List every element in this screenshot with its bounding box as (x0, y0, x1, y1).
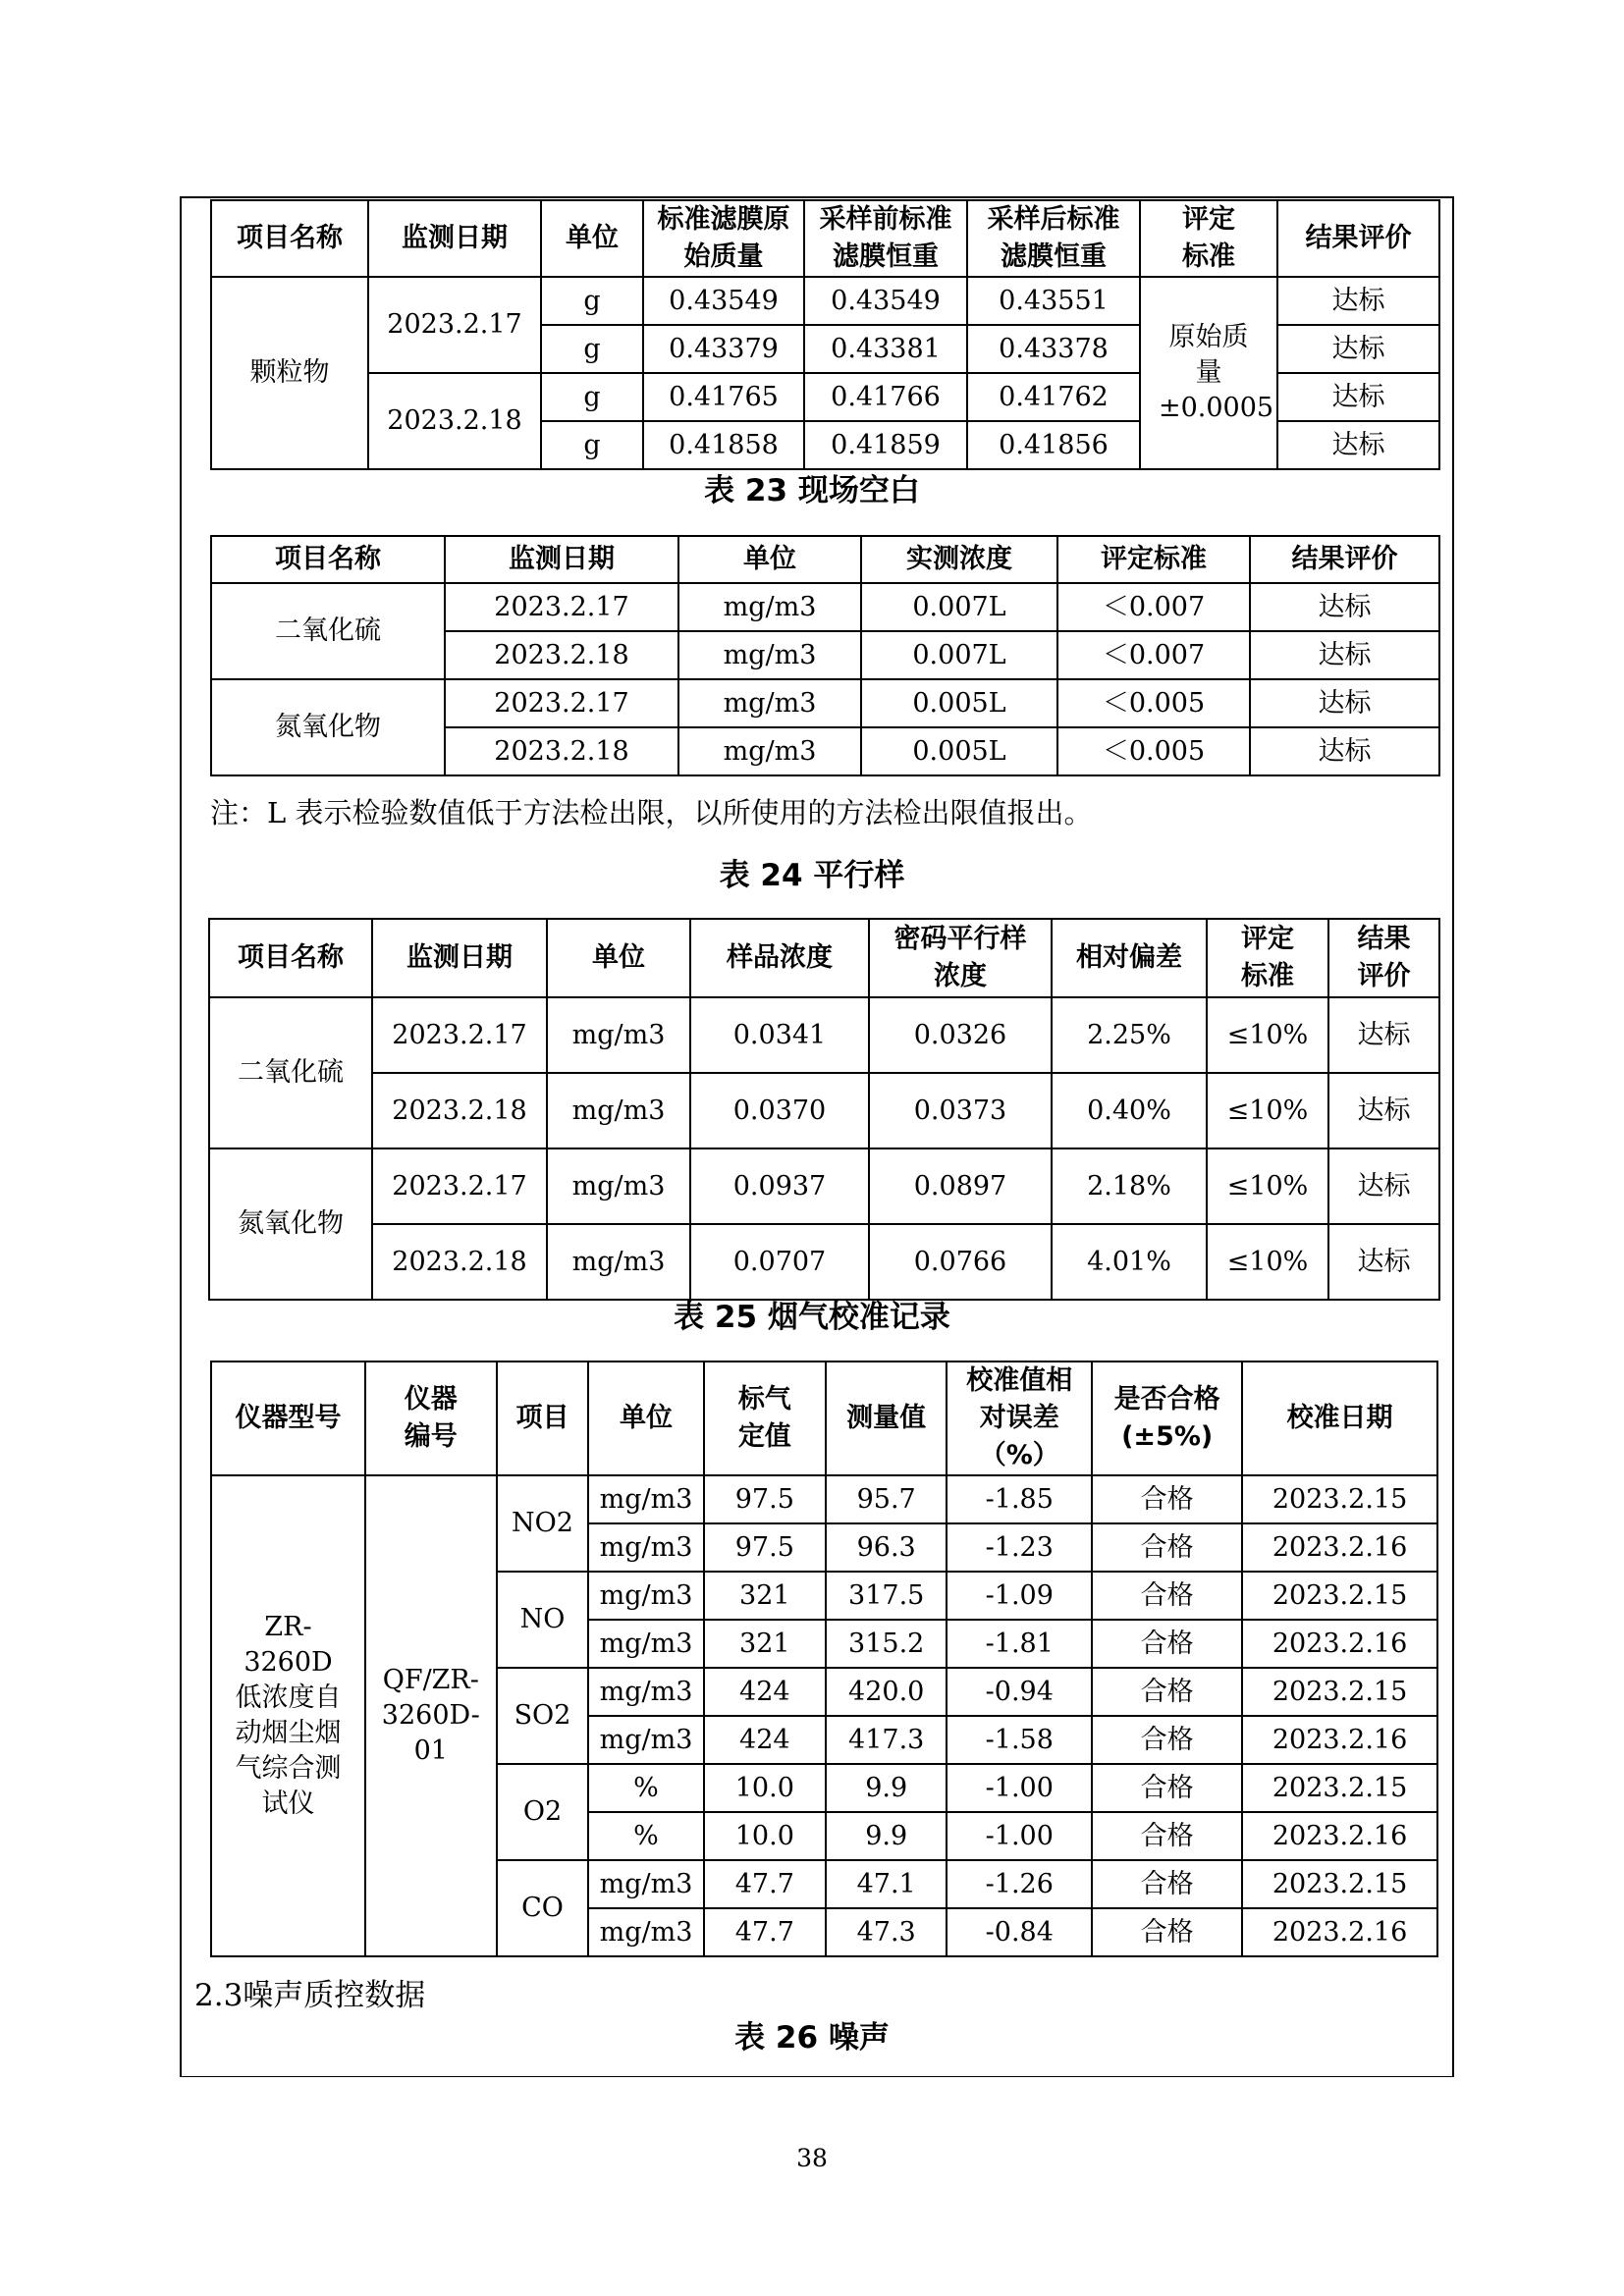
t25-error: -1.00 (947, 1812, 1092, 1860)
t25-date: 2023.2.16 (1242, 1716, 1437, 1764)
t23-date: 2023.2.17 (445, 679, 678, 727)
t25-error: -1.85 (947, 1475, 1092, 1523)
t22-before: 0.41766 (804, 373, 967, 421)
t25-error: -1.23 (947, 1523, 1092, 1572)
table-23 (210, 535, 1440, 776)
t24-header-result: 结果评价 (1328, 919, 1439, 997)
t25-error: -0.84 (947, 1908, 1092, 1956)
t23-unit: mg/m3 (678, 631, 861, 679)
t22-standard: 原始质量±0.0005 (1140, 277, 1277, 469)
t24-result: 达标 (1328, 1073, 1439, 1148)
t24-date: 2023.2.18 (372, 1073, 547, 1148)
t25-measured: 47.1 (826, 1860, 947, 1908)
t25-unit: mg/m3 (588, 1523, 703, 1572)
t22-unit: g (541, 373, 643, 421)
t24-dev: 4.01% (1052, 1224, 1207, 1300)
t24-date: 2023.2.18 (372, 1224, 547, 1300)
t25-date: 2023.2.16 (1242, 1812, 1437, 1860)
t24-standard: ≤10% (1207, 1224, 1328, 1300)
t25-std: 10.0 (704, 1812, 826, 1860)
t24-result: 达标 (1328, 997, 1439, 1073)
t24-sample: 0.0707 (690, 1224, 869, 1300)
t22-date: 2023.2.18 (368, 373, 541, 469)
t25-serial: QF/ZR-3260D-01 (365, 1475, 497, 1956)
t25-measured: 47.3 (826, 1908, 947, 1956)
t25-ok: 合格 (1092, 1572, 1242, 1620)
t25-header-std: 标气定值 (704, 1362, 826, 1475)
t25-ok: 合格 (1092, 1523, 1242, 1572)
t25-ok: 合格 (1092, 1908, 1242, 1956)
t22-date: 2023.2.17 (368, 277, 541, 373)
t24-date: 2023.2.17 (372, 1148, 547, 1224)
table-23-note: 注：L 表示检验数值低于方法检出限，以所使用的方法检出限值报出。 (210, 796, 1093, 829)
t24-header-date: 监测日期 (372, 919, 547, 997)
t25-unit: mg/m3 (588, 1908, 703, 1956)
t23-result: 达标 (1250, 631, 1439, 679)
t24-header-sample: 样品浓度 (690, 919, 869, 997)
t22-orig: 0.43379 (643, 325, 804, 373)
t25-item: CO (497, 1860, 589, 1956)
t25-date: 2023.2.16 (1242, 1523, 1437, 1572)
t23-standard: ＜0.005 (1057, 727, 1250, 775)
t22-header-before: 采样前标准滤膜恒重 (804, 200, 967, 277)
t23-unit: mg/m3 (678, 583, 861, 631)
t25-measured: 420.0 (826, 1668, 947, 1716)
t22-orig: 0.43549 (643, 277, 804, 325)
t25-unit: mg/m3 (588, 1475, 703, 1523)
t24-dev: 2.25% (1052, 997, 1207, 1073)
t25-error: -0.94 (947, 1668, 1092, 1716)
t23-value: 0.005L (861, 679, 1057, 727)
t25-ok: 合格 (1092, 1764, 1242, 1812)
t25-item: NO2 (497, 1475, 589, 1572)
t24-parallel: 0.0897 (869, 1148, 1052, 1224)
table-25 (210, 1361, 1438, 1957)
t24-sample: 0.0341 (690, 997, 869, 1073)
table-24 (208, 918, 1440, 1301)
t25-std: 47.7 (704, 1860, 826, 1908)
t25-ok: 合格 (1092, 1860, 1242, 1908)
t22-result: 达标 (1277, 421, 1439, 469)
t24-item: 氮氧化物 (209, 1148, 372, 1300)
t25-header-date: 校准日期 (1242, 1362, 1437, 1475)
t24-standard: ≤10% (1207, 1073, 1328, 1148)
t23-standard: ＜0.005 (1057, 679, 1250, 727)
t23-date: 2023.2.17 (445, 583, 678, 631)
t23-unit: mg/m3 (678, 679, 861, 727)
page-number: 38 (796, 2144, 828, 2172)
t25-std: 424 (704, 1716, 826, 1764)
t25-date: 2023.2.15 (1242, 1572, 1437, 1620)
t25-std: 47.7 (704, 1908, 826, 1956)
t24-unit: mg/m3 (547, 1073, 690, 1148)
t23-standard: ＜0.007 (1057, 631, 1250, 679)
t25-header-item: 项目 (497, 1362, 589, 1475)
t22-after: 0.41762 (967, 373, 1140, 421)
t25-unit: mg/m3 (588, 1572, 703, 1620)
t23-result: 达标 (1250, 679, 1439, 727)
t25-unit: mg/m3 (588, 1620, 703, 1668)
table-26-caption: 表 26 噪声 (734, 2020, 890, 2056)
t25-ok: 合格 (1092, 1812, 1242, 1860)
t23-item: 氮氧化物 (211, 679, 445, 775)
t25-measured: 9.9 (826, 1812, 947, 1860)
table-23-caption: 表 23 现场空白 (704, 473, 920, 508)
t24-header-standard: 评定标准 (1207, 919, 1328, 997)
t22-unit: g (541, 421, 643, 469)
t24-dev: 0.40% (1052, 1073, 1207, 1148)
t25-header-serial: 仪器编号 (365, 1362, 497, 1475)
t24-date: 2023.2.17 (372, 997, 547, 1073)
t25-date: 2023.2.15 (1242, 1475, 1437, 1523)
t24-header-dev: 相对偏差 (1052, 919, 1207, 997)
t25-ok: 合格 (1092, 1620, 1242, 1668)
t24-parallel: 0.0766 (869, 1224, 1052, 1300)
t25-error: -1.00 (947, 1764, 1092, 1812)
t25-header-error: 校准值相对误差（%） (947, 1362, 1092, 1475)
t25-std: 97.5 (704, 1523, 826, 1572)
t24-standard: ≤10% (1207, 1148, 1328, 1224)
t23-header-item: 项目名称 (211, 536, 445, 583)
t25-header-ok: 是否合格(±5%) (1092, 1362, 1242, 1475)
t25-header-measured: 测量值 (826, 1362, 947, 1475)
t22-result: 达标 (1277, 277, 1439, 325)
t23-header-standard: 评定标准 (1057, 536, 1250, 583)
t22-after: 0.43378 (967, 325, 1140, 373)
t25-item: O2 (497, 1764, 589, 1860)
t25-item: NO (497, 1572, 589, 1668)
t23-date: 2023.2.18 (445, 631, 678, 679)
table-25-caption: 表 25 烟气校准记录 (674, 1300, 950, 1335)
t22-orig: 0.41765 (643, 373, 804, 421)
section-heading: 2.3噪声质控数据 (194, 1978, 426, 2013)
t23-header-unit: 单位 (678, 536, 861, 583)
t25-unit: % (588, 1764, 703, 1812)
t25-measured: 95.7 (826, 1475, 947, 1523)
t22-item: 颗粒物 (211, 277, 368, 469)
t25-date: 2023.2.15 (1242, 1764, 1437, 1812)
t22-header-standard: 评定标准 (1140, 200, 1277, 277)
t23-date: 2023.2.18 (445, 727, 678, 775)
t24-dev: 2.18% (1052, 1148, 1207, 1224)
t23-header-date: 监测日期 (445, 536, 678, 583)
t23-header-value: 实测浓度 (861, 536, 1057, 583)
t25-measured: 96.3 (826, 1523, 947, 1572)
t22-header-after: 采样后标准滤膜恒重 (967, 200, 1140, 277)
t24-item: 二氧化硫 (209, 997, 372, 1148)
t24-sample: 0.0370 (690, 1073, 869, 1148)
t25-header-unit: 单位 (588, 1362, 703, 1475)
table-24-caption: 表 24 平行样 (719, 858, 905, 893)
t22-before: 0.43549 (804, 277, 967, 325)
t25-std: 10.0 (704, 1764, 826, 1812)
t25-unit: mg/m3 (588, 1668, 703, 1716)
t23-result: 达标 (1250, 583, 1439, 631)
t22-result: 达标 (1277, 373, 1439, 421)
t25-std: 321 (704, 1572, 826, 1620)
t24-header-unit: 单位 (547, 919, 690, 997)
t24-parallel: 0.0326 (869, 997, 1052, 1073)
t22-result: 达标 (1277, 325, 1439, 373)
t25-measured: 317.5 (826, 1572, 947, 1620)
t24-parallel: 0.0373 (869, 1073, 1052, 1148)
t22-orig: 0.41858 (643, 421, 804, 469)
t25-std: 424 (704, 1668, 826, 1716)
t25-error: -1.81 (947, 1620, 1092, 1668)
t24-header-item: 项目名称 (209, 919, 372, 997)
t23-value: 0.007L (861, 631, 1057, 679)
t25-std: 321 (704, 1620, 826, 1668)
t25-date: 2023.2.16 (1242, 1908, 1437, 1956)
t22-before: 0.41859 (804, 421, 967, 469)
t25-ok: 合格 (1092, 1668, 1242, 1716)
t25-unit: mg/m3 (588, 1716, 703, 1764)
t25-date: 2023.2.16 (1242, 1620, 1437, 1668)
t25-unit: mg/m3 (588, 1860, 703, 1908)
t22-after: 0.41856 (967, 421, 1140, 469)
t22-header-item: 项目名称 (211, 200, 368, 277)
t24-standard: ≤10% (1207, 997, 1328, 1073)
t25-measured: 417.3 (826, 1716, 947, 1764)
table-22 (210, 199, 1440, 470)
t25-date: 2023.2.15 (1242, 1860, 1437, 1908)
t25-measured: 315.2 (826, 1620, 947, 1668)
t24-result: 达标 (1328, 1224, 1439, 1300)
t22-header-date: 监测日期 (368, 200, 541, 277)
t22-before: 0.43381 (804, 325, 967, 373)
t22-header-result: 结果评价 (1277, 200, 1439, 277)
t23-header-result: 结果评价 (1250, 536, 1439, 583)
t22-header-orig: 标准滤膜原始质量 (643, 200, 804, 277)
t22-header-unit: 单位 (541, 200, 643, 277)
t23-value: 0.007L (861, 583, 1057, 631)
t23-standard: ＜0.007 (1057, 583, 1250, 631)
t24-unit: mg/m3 (547, 997, 690, 1073)
t25-date: 2023.2.15 (1242, 1668, 1437, 1716)
t22-unit: g (541, 277, 643, 325)
t25-model: ZR-3260D 低浓度自动烟尘烟气综合测试仪 (211, 1475, 365, 1956)
t25-ok: 合格 (1092, 1716, 1242, 1764)
t25-error: -1.09 (947, 1572, 1092, 1620)
t23-value: 0.005L (861, 727, 1057, 775)
t25-unit: % (588, 1812, 703, 1860)
t24-unit: mg/m3 (547, 1148, 690, 1224)
t24-unit: mg/m3 (547, 1224, 690, 1300)
t25-std: 97.5 (704, 1475, 826, 1523)
t25-error: -1.58 (947, 1716, 1092, 1764)
t24-header-parallel: 密码平行样浓度 (869, 919, 1052, 997)
t25-measured: 9.9 (826, 1764, 947, 1812)
t23-item: 二氧化硫 (211, 583, 445, 679)
t25-ok: 合格 (1092, 1475, 1242, 1523)
t25-header-model: 仪器型号 (211, 1362, 365, 1475)
t24-result: 达标 (1328, 1148, 1439, 1224)
t25-error: -1.26 (947, 1860, 1092, 1908)
t22-unit: g (541, 325, 643, 373)
t24-sample: 0.0937 (690, 1148, 869, 1224)
t22-after: 0.43551 (967, 277, 1140, 325)
t23-result: 达标 (1250, 727, 1439, 775)
t23-unit: mg/m3 (678, 727, 861, 775)
t25-item: SO2 (497, 1668, 589, 1764)
